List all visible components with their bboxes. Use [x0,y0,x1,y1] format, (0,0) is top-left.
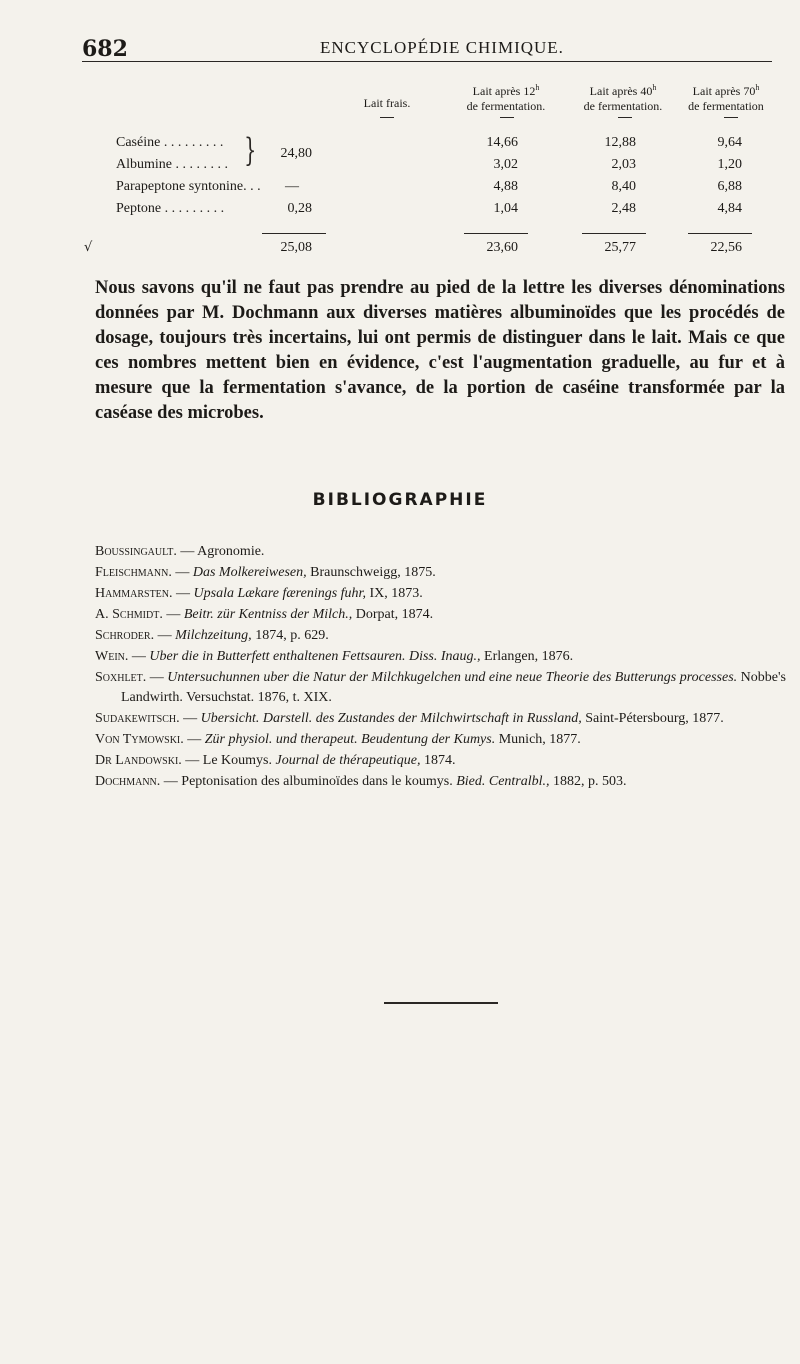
bib-rest: Saint-Pétersbourg, 1877. [581,711,724,726]
total-c1: 23,60 [486,240,518,255]
bib-title: Untersuchunnen uber die Natur der Milchkugelchen und eine neue Theorie des Butterungs processes. [167,670,738,685]
end-rule [384,1002,498,1004]
bib-sep: — [171,565,193,580]
row-label-albumine: Albumine . . . . . . . . [116,157,228,172]
col-header-40h-line2: de fermentation. [583,99,663,113]
col-header-12h-line1: Lait après 12 [472,84,536,98]
bib-entry [95,605,795,625]
bib-rest: Erlangen, 1876. [480,649,574,664]
sum-rule-2 [582,233,646,234]
total-c3: 22,56 [710,240,742,255]
bib-rest: 1874. [420,753,456,768]
bib-entry [95,626,795,646]
col-header-40h [566,80,680,114]
col-header-70h-line2: de fermentation [688,99,764,113]
cell-r3-c0: 0,28 [287,201,312,216]
col-header-70h-line1: Lait après 70 [692,84,756,98]
bib-entry [95,668,795,708]
bib-rest: Braunschweigg, 1875. [306,565,436,580]
col-dash-1 [500,117,514,118]
bib-author: Dr Landowski. [95,753,182,768]
bib-entry [95,730,795,750]
sum-rule-3 [688,233,752,234]
bib-sep: — [162,607,184,622]
cell-r3-c3: 4,84 [717,201,742,216]
bib-author: Soxhlet. [95,670,147,685]
bib-rest: Agronomie. [197,544,265,559]
running-title: ENCYCLOPÉDIE CHIMIQUE. [320,38,564,57]
cell-r2-c0: — [285,179,299,194]
bib-title: Zür physiol. und therapeut. Beudentung der Kumys. [204,732,496,747]
bib-rest: Peptonisation des albuminoïdes dans le koumys. [181,774,457,789]
page-number: 682 [82,36,128,62]
row-label-caseine: Caséine . . . . . . . . . [116,135,224,150]
col-header-70h-sup: h [755,83,760,92]
cell-r1-c1: 3,02 [493,157,518,172]
cell-r2-c1: 4,88 [493,179,518,194]
sum-rule-1 [464,233,528,234]
bib-rest: Nobbe's Landwirth. Versuchstat. 1876, t. XIX. [121,670,786,705]
col-dash-0 [380,117,394,118]
bib-sep: — [154,628,176,643]
bib-entry [95,751,795,771]
row-label-parapeptone: Parapeptone syntonine. . . [116,179,261,194]
bib-title: Uber die in Butterfett enthaltenen Fettsauren. Diss. Inaug., [149,649,481,664]
col-header-12h-sup: h [535,83,540,92]
body-paragraph: Nous savons qu'il ne faut pas prendre au pied de la lettre les diverses dénominations données par M. Dochmann aux diverses matières albuminoïdes que les procédés de dosage, toujours très incertains, lui ont permis de distinguer dans le lait. Mais ce que ces nombres mettent bien en évidence, c'est l'augmentation graduelle, au fur et à mesure que la fermentation s'avance, de la portion de caséine transformée par la caséase des microbes. [95,278,785,423]
bib-author: Von Tymowski. [95,732,184,747]
col-header-12h-line2: de fermentation. [466,99,546,113]
bib-title: Ubersicht. Darstell. des Zustandes der Milchwirtschaft in Russland, [200,711,582,726]
bib-author: Dochmann. [95,774,161,789]
bib-author: Boussingault. [95,544,177,559]
col-dash-3 [724,117,738,118]
bib-title: Journal de thérapeutique, [275,753,421,768]
bib-sep: — [160,774,182,789]
header-rule [82,61,772,62]
cell-r0-c3: 9,64 [717,135,742,150]
cell-r0-c1: 14,66 [486,135,518,150]
bib-author: Fleischmann. [95,565,172,580]
bib-entry [95,542,795,562]
col-header-40h-sup: h [652,83,657,92]
bibliography-list [95,542,795,793]
bib-entry [95,563,795,583]
bib-title: Upsala Lækare færenings fuhr, [193,586,366,601]
col-header-lait-frais: Lait frais. [363,96,411,110]
cell-r1-c2: 2,03 [611,157,636,172]
bib-sep: — [183,732,205,747]
total-c0: 25,08 [280,240,312,255]
bib-rest: Le Koumys. [202,753,276,768]
bib-entry [95,584,795,604]
cell-r3-c2: 2,48 [611,201,636,216]
sum-rule-0 [262,233,326,234]
cell-merged-caseine-albumine: 24,80 [280,146,312,161]
bib-rest: Munich, 1877. [495,732,581,747]
bib-entry [95,709,795,729]
bib-sep: — [172,586,194,601]
cell-r3-c1: 1,04 [493,201,518,216]
cell-r0-c2: 12,88 [604,135,636,150]
col-header-40h-line1: Lait après 40 [589,84,653,98]
cell-r2-c3: 6,88 [717,179,742,194]
bibliography-title: BIBLIOGRAPHIE [312,490,488,510]
bib-rest: IX, 1873. [365,586,423,601]
bib-title: Bied. Centralbl., [456,774,550,789]
col-header-12h [446,80,566,114]
cell-r2-c2: 8,40 [611,179,636,194]
cell-r1-c3: 1,20 [717,157,742,172]
bib-entry [95,647,795,667]
col-dash-2 [618,117,632,118]
bib-entry [95,772,795,792]
bib-author: Sudakewitsch. [95,711,180,726]
margin-mark: √ [84,240,93,255]
bib-title: Milchzeitung, [175,628,252,643]
bib-sep: — [181,753,203,768]
row-label-peptone: Peptone . . . . . . . . . [116,201,225,216]
bib-sep: — [176,544,198,559]
bib-author: Wein. [95,649,129,664]
bib-author: Schroder. [95,628,155,643]
bib-title: Beitr. zür Kentniss der Milch., [183,607,353,622]
bib-sep: — [146,670,168,685]
row-brace: } [244,131,257,169]
bib-sep: — [179,711,201,726]
bib-author: Hammarsten. [95,586,173,601]
bib-rest: 1874, p. 629. [251,628,329,643]
total-c2: 25,77 [604,240,636,255]
bib-rest: Dorpat, 1874. [352,607,434,622]
bib-author: A. Schmidt. [95,607,163,622]
bib-rest: 1882, p. 503. [549,774,627,789]
bib-title: Das Molkereiwesen, [192,565,307,580]
col-header-70h [676,80,776,114]
bib-sep: — [128,649,150,664]
